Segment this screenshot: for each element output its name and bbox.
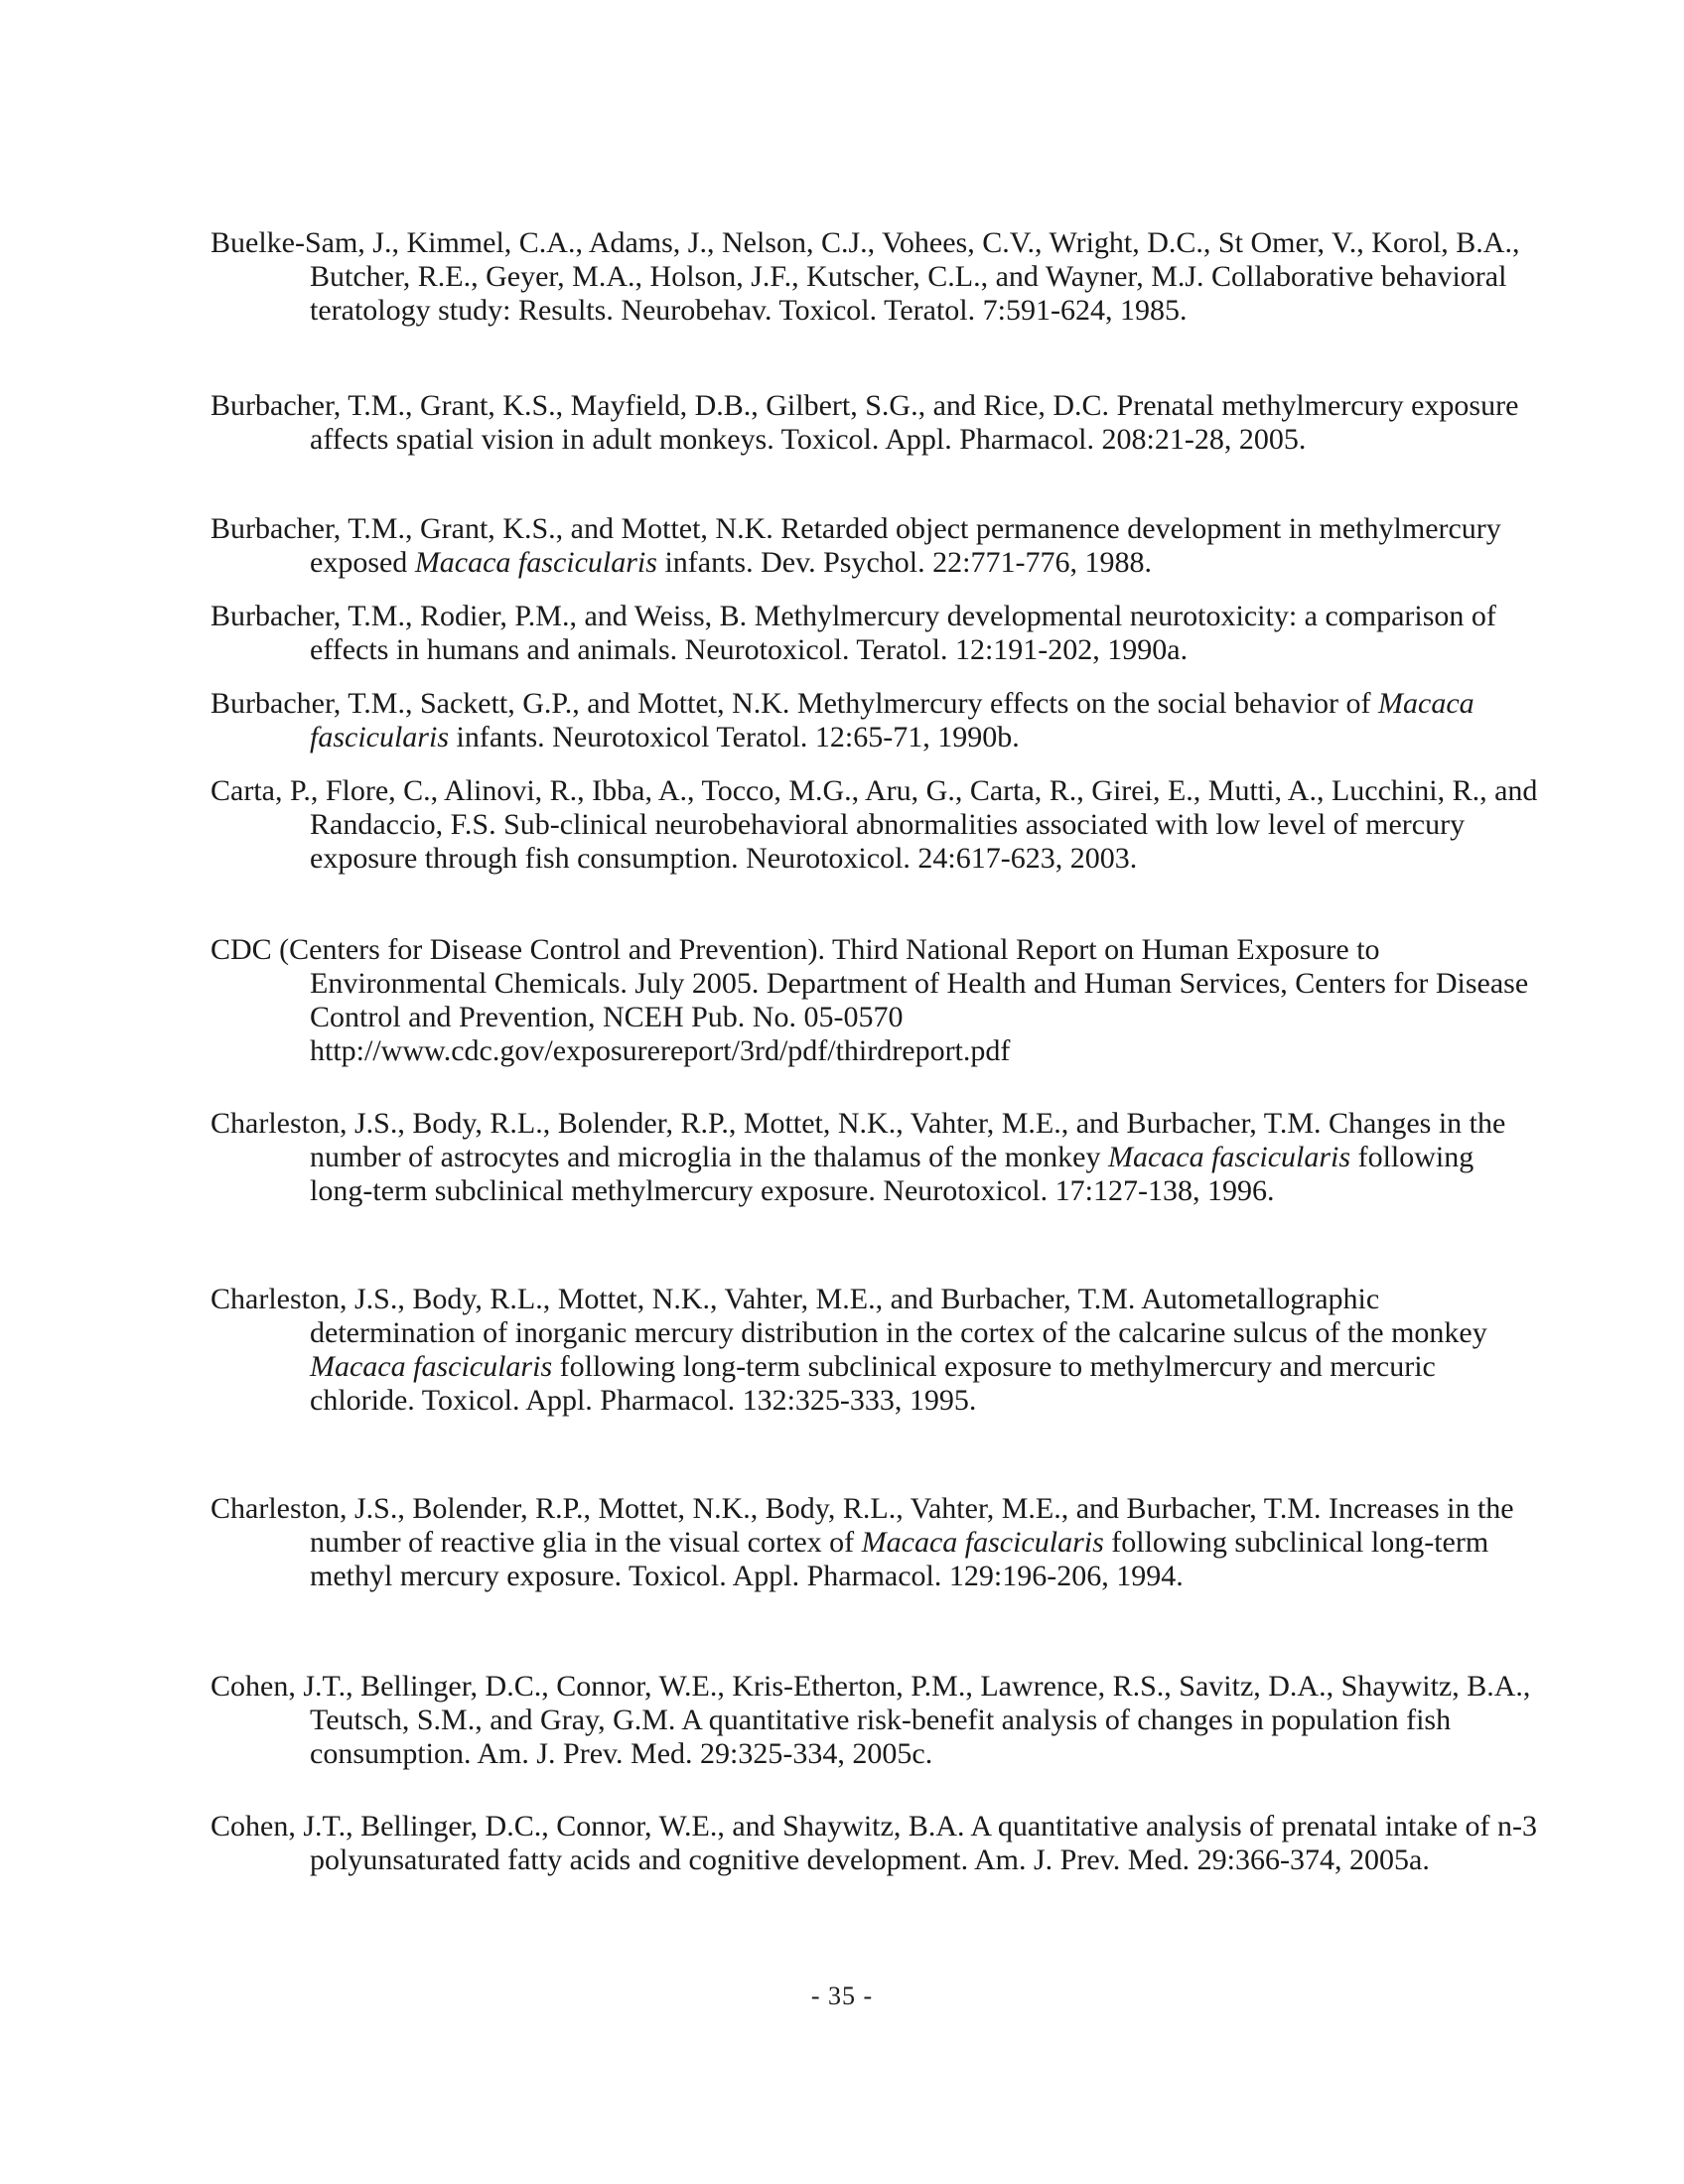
reference-entry xyxy=(210,1492,1541,1593)
species-name: Macaca fascicularis xyxy=(861,1526,1104,1559)
reference-text: Charleston, J.S., Body, R.L., Bolender, R.P., Mottet, N.K., Vahter, M.E., and Burbacher, T.M. Changes in the number of astrocytes and microglia in the thalamus of the monkey xyxy=(210,1107,1506,1173)
reference-text: following long-term subclinical exposure to methylmercury and mercuric chloride. Toxicol. Appl. Pharmacol. 132:325-333, 1995. xyxy=(310,1350,1436,1417)
reference-entry xyxy=(210,1107,1541,1208)
reference-text: CDC (Centers for Disease Control and Prevention). Third National Report on Human Exposure to Environmental Chemicals. July 2005. Department of Health and Human Services, Centers for Disease Control and Prevention, NCEH Pub. No. 05-0570 http://www.cdc.gov/exposurereport/3rd/pdf/thirdreport.pdf xyxy=(210,933,1529,1067)
reference-text: Burbacher, T.M., Grant, K.S., Mayfield, D.B., Gilbert, S.G., and Rice, D.C. Prenatal methylmercury exposure affects spatial vision in adult monkeys. Toxicol. Appl. Pharmacol. 208:21-28, 2005. xyxy=(210,389,1519,456)
reference-text: Charleston, J.S., Bolender, R.P., Mottet, N.K., Body, R.L., Vahter, M.E., and Burbacher, T.M. Increases in the number of reactive glia in the visual cortex of xyxy=(210,1492,1514,1559)
reference-entry xyxy=(210,226,1541,328)
page-number: - 35 - xyxy=(810,1981,874,2010)
reference-entry xyxy=(210,933,1541,1068)
reference-text: infants. Dev. Psychol. 22:771-776, 1988. xyxy=(656,546,1152,579)
reference-text: infants. Neurotoxicol Teratol. 12:65-71, 1990b. xyxy=(449,721,1020,753)
reference-text: Cohen, J.T., Bellinger, D.C., Connor, W.E., and Shaywitz, B.A. A quantitative analysis of prenatal intake of n-3 polyunsaturated fatty acids and cognitive development. Am. J. Prev. Med. 29:366-374, 2005a. xyxy=(210,1810,1537,1876)
reference-text: Burbacher, T.M., Sackett, G.P., and Mottet, N.K. Methylmercury effects on the social behavior of xyxy=(210,687,1379,720)
reference-entry xyxy=(210,687,1541,754)
reference-text: Cohen, J.T., Bellinger, D.C., Connor, W.E., Kris-Etherton, P.M., Lawrence, R.S., Savitz, D.A., Shaywitz, B.A., Teutsch, S.M., and Gray, G.M. A quantitative risk-benefit analysis of changes in population fish consumption. Am. J. Prev. Med. 29:325-334, 2005c. xyxy=(210,1670,1531,1770)
reference-text: following long-term subclinical methylmercury exposure. Neurotoxicol. 17:127-138, 1996. xyxy=(310,1141,1474,1207)
species-name: Macaca fascicularis xyxy=(414,546,657,579)
species-name: Macaca fascicularis xyxy=(310,687,1474,753)
reference-entry xyxy=(210,1283,1541,1418)
reference-entry xyxy=(210,1810,1541,1877)
reference-text: Carta, P., Flore, C., Alinovi, R., Ibba, A., Tocco, M.G., Aru, G., Carta, R., Girei, E., Mutti, A., Lucchini, R., and Randaccio, F.S. Sub-clinical neurobehavioral abnormalities associated with low level of mercury exposure through fish consumption. Neurotoxicol. 24:617-623, 2003. xyxy=(210,774,1538,875)
species-name: Macaca fascicularis xyxy=(1107,1141,1351,1173)
reference-entry xyxy=(210,600,1541,667)
reference-entry xyxy=(210,389,1541,457)
reference-text: following subclinical long-term methyl mercury exposure. Toxicol. Appl. Pharmacol. 129:196-206, 1994. xyxy=(310,1526,1489,1592)
reference-text: Buelke-Sam, J., Kimmel, C.A., Adams, J., Nelson, C.J., Vohees, C.V., Wright, D.C., St Omer, V., Korol, B.A., Butcher, R.E., Geyer, M.A., Holson, J.F., Kutscher, C.L., and Wayner, M.J. Collaborative behavioral teratology study: Results. Neurobehav. Toxicol. Teratol. 7:591-624, 1985. xyxy=(210,226,1520,327)
reference-text: Burbacher, T.M., Grant, K.S., and Mottet, N.K. Retarded object permanence development in methylmercury exposed xyxy=(210,512,1501,579)
reference-text: Charleston, J.S., Body, R.L., Mottet, N.K., Vahter, M.E., and Burbacher, T.M. Autometallographic determination of inorganic mercury distribution in the cortex of the calcarine sulcus of the monkey xyxy=(210,1283,1487,1349)
reference-entry xyxy=(210,774,1541,876)
reference-entry xyxy=(210,512,1541,580)
reference-entry xyxy=(210,1670,1541,1771)
reference-text: Burbacher, T.M., Rodier, P.M., and Weiss, B. Methylmercury developmental neurotoxicity: a comparison of effects in humans and animals. Neurotoxicol. Teratol. 12:191-202, 1990a. xyxy=(210,600,1496,666)
species-name: Macaca fascicularis xyxy=(310,1350,553,1383)
